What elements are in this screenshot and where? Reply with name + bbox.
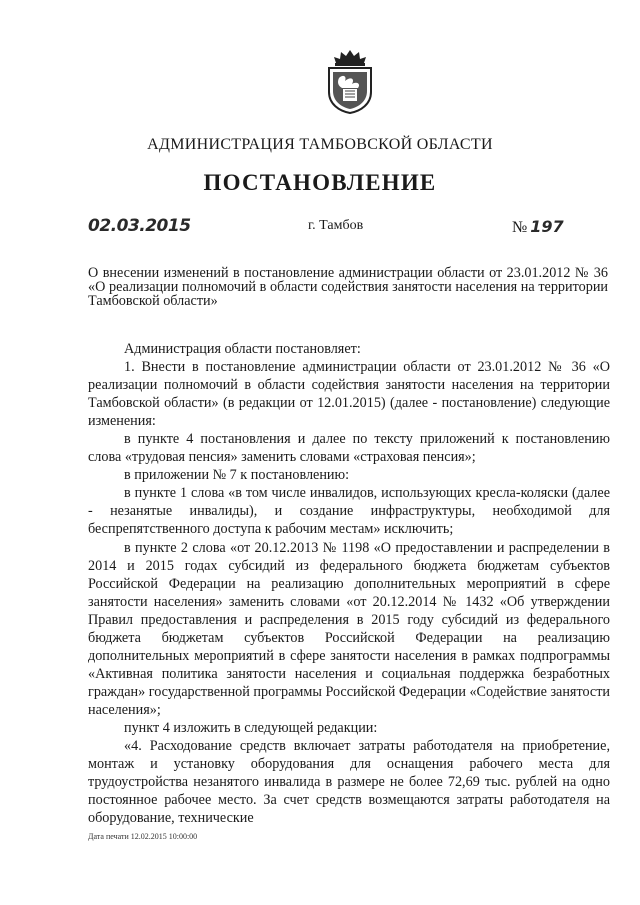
number-sign: № <box>512 219 528 236</box>
document-city: г. Тамбов <box>308 218 364 233</box>
paragraph-point-4-edit: пункт 4 изложить в следующей редакции: <box>124 719 378 736</box>
paragraph-appendix-7: в приложении № 7 к постановлению: <box>124 467 350 484</box>
paragraph-point-1-change: в пункте 1 слова «в том числе инвалидов, использующих кресла-коляски (далее - незанятые инвалиды), и создание инфраструктуры, необходимой для беспрепятственного доступа к рабочим местам» исключить; <box>88 485 610 538</box>
organization-name: АДМИНИСТРАЦИЯ ТАМБОВСКОЙ ОБЛАСТИ <box>147 136 493 153</box>
paragraph-quoted-point-4: «4. Расходование средств включает затраты работодателя на приобретение, монтаж и установку оборудования для оснащения рабочего места для трудоустройства незанятого инвалида в размере не более 72,69 тыс. рублей на одно постоянное рабочее место. За счет средств возмещаются затраты работодателя на оборудование, технические <box>88 738 610 827</box>
paragraph-point-2-change: в пункте 2 слова «от 20.12.2013 № 1198 «О предоставлении и распределении в 2014 и 2015 годах субсидий из федерального бюджета бюджетам субъектов Российской Федерации на реализацию дополнительных мероприятий в сфере занятости населения» заменить словами «от 20.12.2014 № 1432 «Об утверждении Правил предоставления и распределения в 2015 году субсидий из федерального бюджета бюджетам субъектов Российской Федерации на реализацию дополнительных мероприятий в сфере занятости населения в рамках подпрограммы «Активная политика занятости населения и социальная поддержка безработных граждан» государственной программы Российской Федерации «Содействие занятости населения»; <box>88 539 611 718</box>
preamble-paragraph: Администрация области постановляет: <box>124 341 361 357</box>
document-date: 02.03.2015 <box>88 216 191 236</box>
paragraph-point-4-change: в пункте 4 постановления и далее по тексту приложений к постановлению слова «трудовая пенсия» заменить словами «страховая пенсия»; <box>88 431 610 466</box>
document-body <box>88 340 610 827</box>
document-number <box>512 217 564 237</box>
document-subject: О внесении изменений в постановление администрации области от 23.01.2012 № 36 «О реализации полномочий в области содействия занятости населения на территории Тамбовской области» <box>88 265 608 309</box>
coat-of-arms-icon <box>325 48 375 114</box>
paragraph-item-1: 1. Внести в постановление администрации области от 23.01.2012 № 36 «О реализации полномочий в области содействия занятости населения на территории Тамбовской области» (в редакции от 12.01.2015) (далее - постановление) следующие изменения: <box>88 359 610 430</box>
document-type-title: ПОСТАНОВЛЕНИЕ <box>203 170 437 195</box>
print-date-footer: Дата печати 12.02.2015 10:00:00 <box>88 832 198 841</box>
number-value: 197 <box>530 217 564 236</box>
